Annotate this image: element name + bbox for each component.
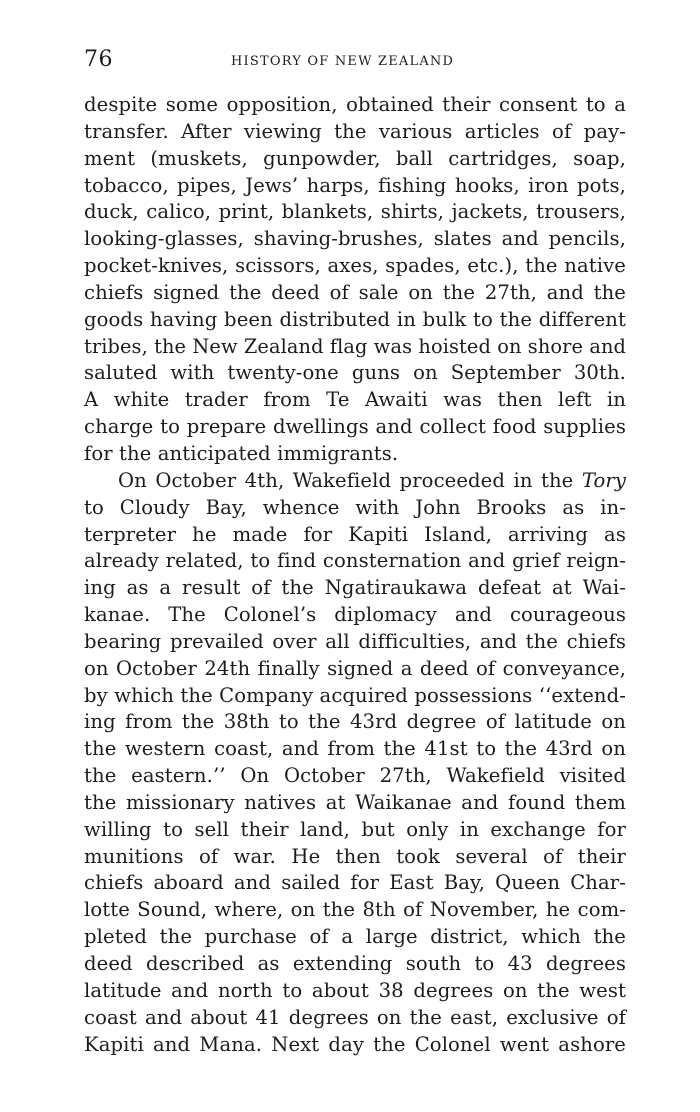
text-line: coast and about 41 degrees on the east, exclusive of — [84, 1005, 626, 1029]
text-line: to Cloudy Bay, whence with John Brooks as in- — [84, 495, 626, 519]
text-line: kanae. The Colonel’s diplomacy and courageous — [84, 603, 626, 627]
text-span: On October 4th, Wakefield proceeded in the — [118, 468, 582, 492]
text-line: by which the Company acquired possessions ‘‘extend- — [84, 683, 626, 707]
text-line: deed described as extending south to 43 degrees — [84, 952, 626, 975]
text-line: goods having been distributed in bulk to the different — [84, 307, 626, 331]
paragraph-start-line — [84, 468, 626, 495]
text-line: looking-glasses, shaving-brushes, slates and pencils, — [84, 227, 626, 251]
text-line: tribes, the New Zealand flag was hoisted on shore and — [84, 334, 626, 358]
text-line: on October 24th finally signed a deed of conveyance, — [84, 656, 626, 680]
text-line: terpreter he made for Kapiti Island, arriving as — [84, 522, 626, 546]
text-line: ing as a result of the Ngatiraukawa defeat at Wai- — [84, 576, 626, 600]
text-line: Kapiti and Mana. Next day the Colonel went ashore — [84, 1032, 626, 1056]
text-line: the eastern.’’ On October 27th, Wakefield visited — [84, 764, 626, 788]
text-line: latitude and north to about 38 degrees on the west — [84, 978, 626, 1002]
text-line: saluted with twenty-one guns on September 30th. — [84, 361, 626, 385]
text-line: the western coast, and from the 41st to the 43rd on — [84, 737, 626, 761]
text-line: pleted the purchase of a large district, which the — [84, 925, 626, 949]
page-number: 76 — [84, 47, 113, 72]
text-line: already related, to find consternation and grief reign- — [84, 549, 626, 573]
text-line: despite some opposition, obtained their consent to a — [84, 93, 626, 116]
text-line: for the anticipated immigrants. — [84, 441, 399, 465]
text-line: charge to prepare dwellings and collect food supplies — [84, 415, 626, 439]
page-header — [84, 44, 624, 76]
text-line: chiefs signed the deed of sale on the 27th, and the — [84, 280, 626, 304]
text-line: pocket-knives, scissors, axes, spades, etc.), the native — [84, 254, 626, 278]
text-line: munitions of war. He then took several of their — [84, 844, 626, 868]
text-line: transfer. After viewing the various articles of pay- — [84, 119, 626, 143]
running-head: HISTORY OF NEW ZEALAND — [231, 54, 455, 69]
text-line: the missionary natives at Waikanae and found them — [84, 790, 626, 814]
text-line: ing from the 38th to the 43rd degree of latitude on — [84, 710, 626, 734]
text-line: chiefs aboard and sailed for East Bay, Queen Char- — [84, 871, 626, 895]
text-line: ment (muskets, gunpowder, ball cartridges, soap, — [84, 146, 626, 170]
ship-name: Tory — [581, 468, 626, 492]
body-text — [84, 92, 626, 1058]
text-line: A white trader from Te Awaiti was then left in — [84, 388, 626, 412]
text-line: duck, calico, print, blankets, shirts, jackets, trousers, — [84, 200, 626, 224]
text-line: lotte Sound, where, on the 8th of November, he com- — [84, 898, 626, 922]
text-line: willing to sell their land, but only in exchange for — [84, 817, 626, 841]
text-line: bearing prevailed over all difficulties, and the chiefs — [84, 629, 626, 653]
text-line: tobacco, pipes, Jews’ harps, fishing hooks, iron pots, — [84, 173, 626, 197]
